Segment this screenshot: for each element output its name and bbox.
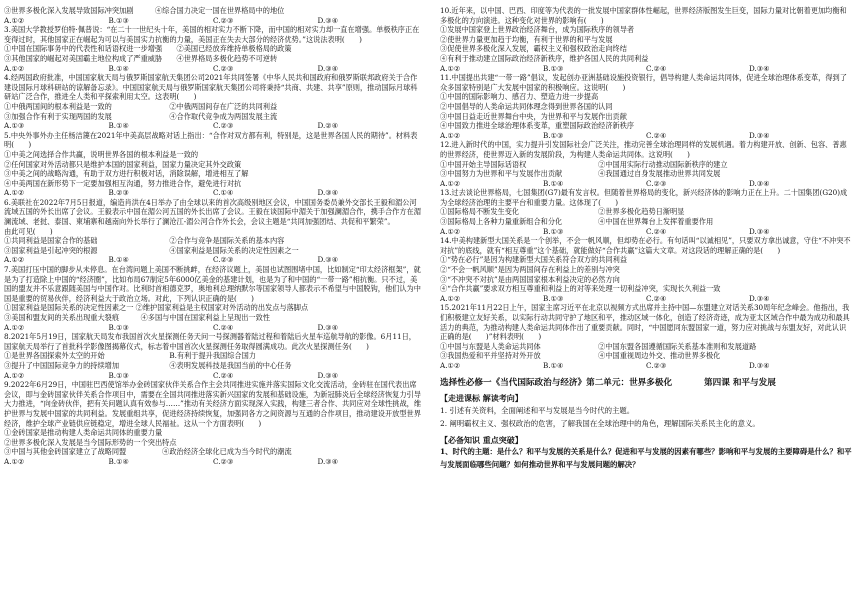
question-line: ③加强合作有利于实现两国的发展 ④合作取代竞争成为两国发展主流 — [4, 111, 278, 121]
answer-option: D.③④ — [317, 188, 339, 198]
question-stem: 4.经两国政府批准，中国国家航天局与俄罗斯国家航天集团公司2021年共同签署《中华人民共和国政府和俄罗斯联邦政府关于合作建设国际月球科研站的谅解备忘录》。中国国家航天局与俄罗斯国家航天集团公司将秉持“共商、共建、共享”原则，推动国际月球科研站广泛合作，推进全人类和平探索利用太空。这表明( ) — [4, 73, 418, 102]
answer-option: B.①③ — [108, 322, 129, 332]
question-line: ④中国致力推进全球治理体系变革，重塑国际政治经济新秩序 — [440, 121, 635, 131]
question-line: ④“合作共赢”要求双方相互尊重和利益上的对等来处理一切利益冲突，实现长久利益一致 — [440, 284, 721, 294]
question-line: ③促使世界多极化深入发展，霸权主义和强权政治走向终结 — [440, 44, 627, 54]
question-line: ①共同利益是国家合作的基础 ②合作与竞争是国际关系的基本内容 — [4, 236, 285, 246]
question-block — [440, 73, 852, 140]
question-line: ①中美之间选择合作共赢，说明世界各国的根本利益是一致的 — [4, 149, 199, 159]
answer-option: A.①② — [440, 293, 461, 303]
answer-option: A.①② — [4, 370, 25, 380]
answer-options — [4, 255, 422, 265]
question-line: ④中美两国在新形势下一定要加强相互沟通，努力推进合作，避免进行对抗 — [4, 178, 242, 188]
answer-option: C.②③ — [213, 63, 234, 73]
unit-title — [440, 379, 852, 389]
question-line: ③我国热爱和平并坚持对外开放 ④中国重视周边外交、推动世界多极化 — [440, 351, 721, 361]
question-stem: 9.2022年6月29日，中国驻巴西使馆举办金砖国家伙伴关系合作主会共同推进实施并落实国际文化交流活动，金砖驻在国代表出席会议，即与金砖国家伙伴关系合作项目中，需要在全国共同推进落实新兴国家的发展和基础设施，为新冠肺炎后全球经济恢复力引导大力推进，“向金砖伙伴，把有关问题认真有效参与……”推动有关经济方面实现深入实践，构建三者合作、共同应对全球性挑战，维护世界与发展中国家的共同利益。发展重组共享，促进经济持续恢复，加强同各方之间资源与互通的合作项目，推动建设开放型世界经济，维护全球产业链供应链稳定，增进全球人民福祉。这从一个方面表明( ) — [4, 380, 422, 428]
question-line: ①中俄两国间的根本利益是一致的 ②中俄两国间存在广泛的共同利益 — [4, 101, 278, 111]
question-stem: 10.近年来，以中国、巴西、印度等为代表的一批发展中国家群体性崛起，世界经济版图发生巨变，国际力量对比朝着更加均衡和多极化的方向演进。这种变化对世界的影响有( ) — [440, 6, 847, 25]
answer-option: B.①④ — [108, 63, 129, 73]
question-stem: 3.美国大学教授罗伯特·佩普说：“在二十一世纪头十年，美国的相对实力不断下降，而中国的相对实力却一直在增强。单极秩序正在变得过时，其他国家正在崛起为可以与美国实力抗衡的力量，美国正在失去大部分的经济优势。”这说法表明( ) — [4, 25, 420, 44]
question-line: 由此可见( ) — [4, 226, 53, 236]
question-block — [4, 25, 422, 73]
question-block — [440, 140, 852, 188]
answer-option: D.③④ — [317, 63, 339, 73]
question-stem: 7.美国打压中国的脚步从未停息。在台湾问题上美国不断挑衅，在经济议题上，美国也试图围堵中国，比如制定“印太经济框架”，就是为了打造除上中国的“经济圈”，比如布局67制定5年6000亿美金的基建计划，也是为了和中国的“一带一路”相抗衡。只不过，美国的盟友并不乐意跟随美国与中国作对。比利时首相德克罗，奥地利总理纳默尔等国家领导人都表示不希望与中国脱钩，他们认为中国是重要的贸易伙伴，经济利益大于政治立场。对此，下列认识正确的是( ) — [4, 265, 421, 303]
knowledge-question-1: 1、时代的主题：是什么？和平与发展的关系是什么？促进和平与发展的因素有哪些？影响和平与发展的主要障碍是什么？和平与发展面临哪些问题？如何推动世界和平与发展问题的解决？ — [440, 447, 852, 470]
lesson-heading: 第四课 和平与发展 — [704, 377, 776, 388]
answer-option: A.①② — [4, 188, 25, 198]
answer-option: B.①③ — [543, 226, 564, 236]
question-line: ②世界多极化深入发展是当今国际形势的一个突出特点 — [4, 437, 177, 447]
answer-option: D.③④ — [317, 322, 339, 332]
question-block — [4, 380, 422, 466]
question-block — [440, 188, 852, 236]
question-line: ③美国和盟友间的关系出现重大裂痕 ④多国与中国在国家利益上呈现出一致性 — [4, 313, 270, 322]
answer-option: B.①④ — [108, 255, 129, 265]
answer-option: D.③④ — [749, 178, 770, 188]
question-line: ③提升了中国国际竞争力的持续增加 ④表明发展科技是我国当前的中心任务 — [4, 360, 292, 370]
answer-option: D.③④ — [317, 370, 339, 380]
answer-option: A.①② — [440, 178, 461, 188]
question-line: ③其他国家的崛起对美国霸主地位构成了严重威胁 ④世界格局多极化趋势不可逆转 — [4, 53, 278, 63]
answer-option: A.①② — [4, 63, 25, 73]
answer-option: A.①② — [4, 255, 25, 265]
answer-option: D.③④ — [317, 15, 339, 25]
question-block — [4, 332, 422, 380]
answer-options — [440, 361, 852, 371]
question-block — [4, 6, 422, 25]
answer-option: C.②③ — [646, 360, 667, 370]
answer-option: D.③④ — [749, 130, 770, 140]
answer-option: B.①④ — [543, 178, 564, 188]
question-stem: 12.进入新时代的中国，实力提升引发国际社会广泛关注，推动完善全球治理同样的发展机遇。着力构建开放、创新、包容、普惠的世界经济，使世界迈入新的发展阶段，为构建人类命运共同体。这说明( ) — [440, 140, 847, 159]
answer-options — [440, 294, 852, 304]
answer-options — [4, 371, 422, 381]
answer-option: A.①② — [440, 63, 461, 73]
answer-option: C.①④ — [213, 188, 234, 198]
question-block — [4, 198, 422, 265]
question-line: ②中国倡导的人类命运共同体理念得到世界各国的认同 — [440, 101, 613, 111]
question-line: ①金砖国家是推动构建人类命运共同体的重要力量 — [4, 428, 163, 438]
question-block — [440, 236, 852, 303]
standard-2: 2. 阐明霸权主义、强权政治的危害，了解我国在全球治理中的角色，理解国际关系民主化的意义。 — [440, 418, 760, 428]
answer-option: B.①③ — [543, 63, 564, 73]
answer-option: A.①② — [440, 130, 461, 140]
answer-options — [4, 121, 422, 131]
answer-options — [4, 323, 422, 333]
question-line: ①是世界各国探索外太空的开始 B.有利于提升我国综合国力 — [4, 351, 256, 361]
question-stem: ③世界多极化深入发展导致国际冲突加剧 ④综合国力决定一国在世界格局中的地位 — [4, 6, 285, 15]
answer-option: D.③④ — [749, 226, 770, 236]
question-stem: 15.2021年11月22日上午，国家主席习近平在北京以视频方式出席并主持中国—东盟建立对话关系30周年纪念峰会。他指出，我们积极建立友好关系，以实际行动共同守护了地区和平，推动区域一体化，创造了经济奇迹，成为亚太区域合作中最为成功和最具活力的典范，为推动构建人类命运共同体作出了重要贡献。同时，“中国愿同东盟国家一道，努力应对挑战与东盟友好，对此认识正确的是( )”材料表明( ) — [440, 303, 850, 342]
answer-option: A.①② — [4, 456, 25, 466]
answer-option: D.③④ — [317, 456, 339, 466]
answer-option: B.②③ — [108, 188, 129, 198]
question-line: ②使世界力量更加趋于均衡，有利于世界的和平与发展 — [440, 34, 613, 44]
answer-option: B.①④ — [108, 121, 129, 131]
answer-option: D.③④ — [749, 63, 770, 73]
standard-1: 1. 引述有关资料，全面阐述和平与发展是当今时代的主题。 — [440, 405, 635, 415]
answer-option: B.①④ — [543, 360, 564, 370]
answer-option: C.②③ — [213, 121, 234, 131]
answer-option: A.①② — [4, 322, 25, 332]
question-line: ③中国与其他金砖国家建立了战略同盟 ④政治经济全球化已成为当今时代的潮流 — [4, 447, 292, 457]
answer-option: B.①③ — [108, 370, 129, 380]
question-line: ④有利于推动建立国际政治经济新秩序，维护各国人民的共同利益 — [440, 53, 649, 63]
answer-options — [4, 64, 422, 74]
question-line: ①中国在国际事务中的代表性和话语权进一步增强 ②美国已经放弃维持单极格局的政策 — [4, 44, 292, 54]
answer-options — [4, 457, 422, 467]
answer-options — [440, 64, 852, 74]
question-stem: 5.中央外事外办主任杨洁篪在2021年中美高层战略对话上指出：“合作对双方都有利，特别是，这是世界各国人民的期待”。材料表明( ) — [4, 130, 418, 150]
answer-option: D.③④ — [749, 293, 770, 303]
question-line: ①中国开始主导国际话语权 ②中国用实际行动推动国际新秩序的建立 — [440, 159, 728, 169]
question-line: ③中国努力为世界和平与发展作出贡献 ④我国通过自身发展推动世界共同发展 — [440, 169, 721, 179]
question-stem: 13.过去谈论世界格局，七国集团(G7)最有发言权。但随着世界格局的变化，新兴经济体的影响力正在上升。二十国集团(G20)成为全球经济治理的主要平台和重要力量。这体现了( ) — [440, 188, 848, 207]
answer-option: C.②③ — [213, 456, 234, 466]
answer-option: B.①③ — [108, 15, 129, 25]
question-line: ①国际格局不断发生变化 ②世界多极化趋势日渐明显 — [440, 207, 685, 217]
question-line: ③国际格局上各种力量重新组合和分化 ④中国在世界舞台上发挥着重要作用 — [440, 217, 714, 227]
answer-option: C.②③ — [646, 178, 667, 188]
left-column — [4, 6, 422, 467]
question-stem: 14.中美构建新型大国关系是一个创举，不会一帆风顺，但却势在必行。有句话叫“以诚相见”，只要双方拿出诚意，守住“不冲突不对抗”的底线，就有“相互尊重”这个基础，就能做好“合作共赢”这篇大文章。对这段话的理解正确的是( ) — [440, 236, 851, 255]
question-stem: 6.美联社在2022年7月5日报道，编造肖洪在4日举办了由全球以来的首次高级别地区会议，中国国务委员兼外交部长王毅和湄公河流域五国的外长出席了会议。王毅表示中国在湄公河五国的外长出席了会议。王毅在谈国际中湄关于加强澜湄合作，携手合作方在湄澜流域、老挝、泰国、柬埔寨和越南向外长举行了澜沧江-湄公河合作外长会，会议主题是“共同加强团结、共促和平繁荣”。 — [4, 197, 421, 227]
question-line: ①国家利益是国际关系的决定性因素之一 ②维护国家利益是主权国家对外活动的出发点与落脚点 — [4, 303, 309, 313]
question-line: ③国家利益是引起冲突的根源 ④国家利益是国际关系的决定性因素之一 — [4, 245, 299, 255]
answer-option: C.②④ — [646, 63, 667, 73]
answer-option: A.①② — [4, 15, 25, 25]
question-line: ①中国与东盟是人类命运共同体 ②中国东盟各国遵循国际关系基本准则和发展道路 — [440, 341, 757, 351]
answer-option: C.②④ — [646, 293, 667, 303]
question-stem: 8.2021年5月19日，国家航天局发布我国首次火星探测任务天问一号探测器着陆过程和着陆后火星车巡航导航的影像。6月11日，国家航天局举行了首批科学影像图揭幕仪式，标志着中国首次火星探测任务取得圆满成功。此次火星探测任务( ) — [4, 332, 416, 351]
answer-option: D.③④ — [317, 255, 339, 265]
answer-options — [440, 227, 852, 237]
answer-option: B.①③ — [543, 293, 564, 303]
answer-options — [440, 179, 852, 189]
question-line: ③中国日益走近世界舞台中央，为世界和平与发展作出贡献 — [440, 111, 627, 121]
question-line: ③中美之间的战略沟通，有助于双方进行积极对话，消除误解，增进相互了解 — [4, 169, 249, 179]
answer-option: C.②④ — [213, 322, 234, 332]
question-block — [4, 265, 422, 332]
right-questions — [440, 6, 852, 371]
unit-heading: 选择性必修一《当代国际政治与经济》第二单元：世界多极化 — [440, 377, 673, 388]
answer-option: A.①② — [440, 360, 461, 370]
answer-option: A.①③ — [4, 121, 25, 131]
question-line: ①中国的国际影响力、感召力、塑造力进一步提高 — [440, 92, 599, 102]
question-line: ②任何国家对外活动都只是维护本国的国家利益，国家力量决定其外交政策 — [4, 159, 242, 169]
answer-option: A.①② — [440, 226, 461, 236]
answer-options — [440, 131, 852, 141]
answer-options — [4, 188, 422, 198]
question-line: ①发展中国家登上世界政治经济舞台，成为国际秩序的领导者 — [440, 25, 635, 35]
standards-tag: 【走进课标 解读考向】 — [440, 393, 523, 404]
answer-option: C.②③ — [213, 255, 234, 265]
question-block — [4, 73, 422, 131]
question-stem: 11.中国提出共建“一带一路”倡议，发起创办亚洲基础设施投资银行，倡导构建人类命运共同体，促进全球治理体系变革，得到了众多国家特别是广大发展中国家的积极响应。这说明( ) — [440, 73, 847, 92]
question-block — [440, 6, 852, 73]
answer-option: B.①④ — [108, 456, 129, 466]
answer-option: B.①③ — [543, 130, 564, 140]
answer-options — [4, 16, 422, 26]
question-block — [440, 303, 852, 370]
right-column — [440, 6, 852, 471]
question-line: ①“势在必行”是因为构建新型大国关系符合双方的共同利益 — [440, 255, 628, 265]
answer-option: C.②④ — [646, 226, 667, 236]
question-line: ③“不冲突不对抗”是由两国国家根本利益决定的必然方向 — [440, 274, 620, 284]
question-block — [4, 131, 422, 198]
answer-option: D.③④ — [749, 360, 770, 370]
question-line: ②“不会一帆风顺”是因为两国间存在利益上的差别与冲突 — [440, 265, 620, 275]
knowledge-tag: 【必备知识 重点突破】 — [440, 434, 523, 445]
answer-option: C.②④ — [213, 370, 234, 380]
answer-option: D.②④ — [317, 121, 339, 131]
answer-option: C.②④ — [646, 130, 667, 140]
answer-option: C.②③ — [213, 15, 234, 25]
